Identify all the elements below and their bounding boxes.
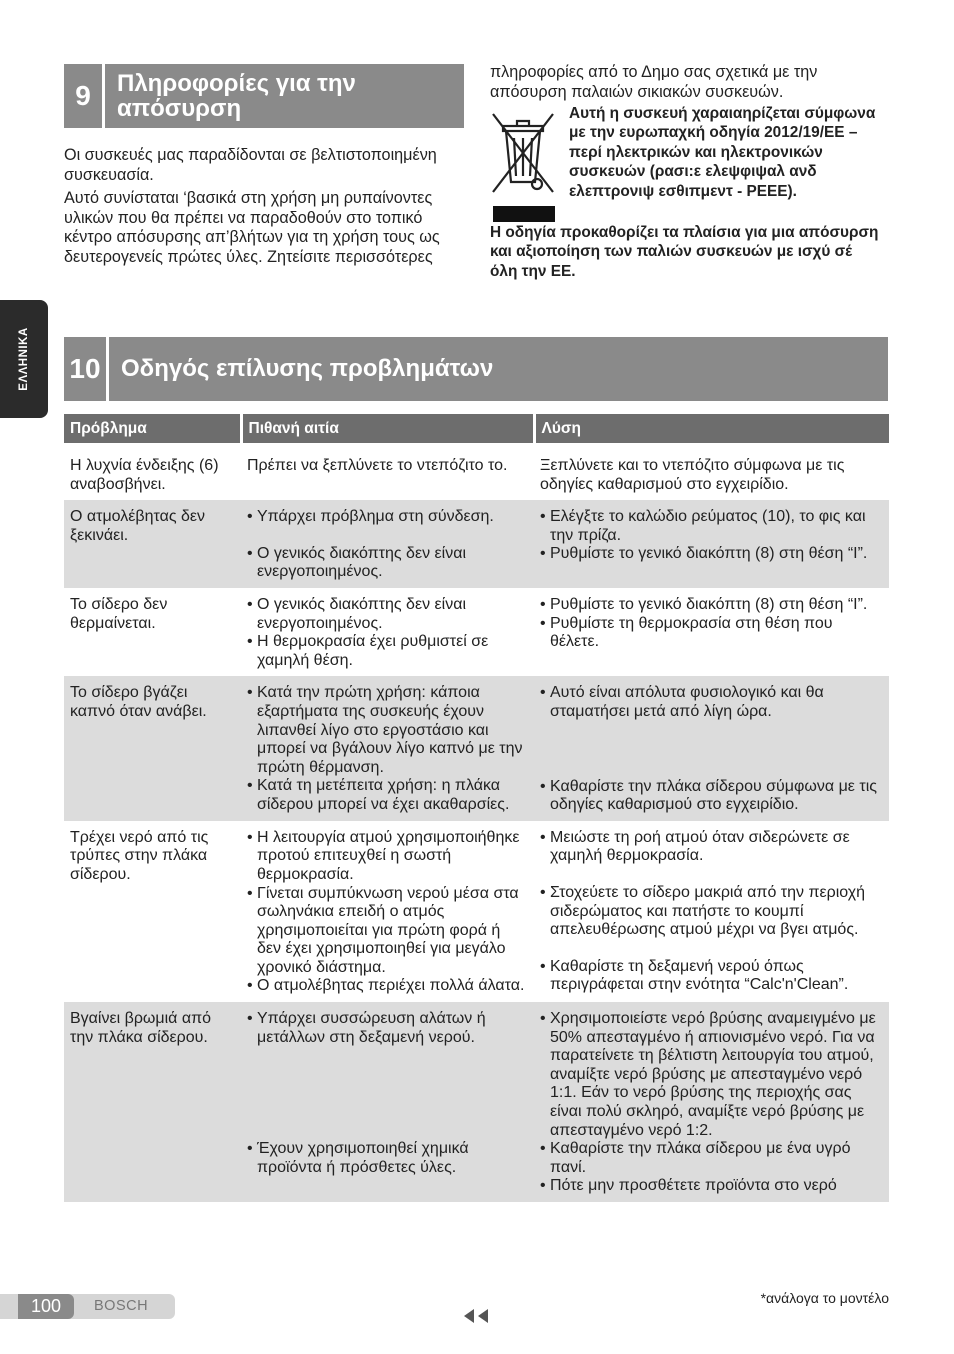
problem-cell: Βγαίνει βρωμιά από την πλάκα σίδερου.: [64, 1002, 241, 1202]
cause-item: • Κατά τη μετέπειτα χρήση: η πλάκα σίδερου μπορεί να έχει ακαθαρσίες.: [247, 777, 528, 814]
section-9-right-intro: πληροφορίες από το Δημο σας σχετικά με την απόσυρση παλαιών σικιακών συσκευών.: [490, 63, 818, 101]
solution-item: • Ελέγξτε το καλώδιο ρεύματος (10), το φις και την πρίζα.: [540, 508, 883, 545]
solution-cell: [534, 500, 889, 588]
solution-item: • Καθαρίστε τη δεξαμενή νερού όπως περιγράφεται στην ενότητα “Calc'n'Clean”.: [540, 958, 883, 995]
problem-cell: Το σίδερο δεν θερμαίνεται.: [70, 595, 168, 632]
cause-item: • Ο γενικός διακόπτης δεν είναι ενεργοποιημένος.: [247, 545, 528, 582]
table-row: [64, 1002, 889, 1202]
section-10-title: Οδηγός επίλυσης προβλημάτων: [121, 355, 494, 383]
language-tab-label: ΕΛΛΗΝΙΚΑ: [18, 327, 30, 391]
section-9-header: [64, 64, 464, 128]
cause-item: • Υπάρχει συσσώρευση αλάτων ή μετάλλων στη δεξαμενή νερού.: [247, 1010, 528, 1047]
solution-item: • Ρυθμίστε το γενικό διακόπτη (8) στη θέση “I”.: [540, 545, 883, 564]
cause-cell: [241, 588, 534, 676]
solution-item: • Καθαρίστε την πλάκα σίδερου με ένα υγρό πανί.: [540, 1140, 883, 1177]
solution-item: • Χρησιμοποιείστε νερό βρύσης αναμειγμένο με 50% απεσταγμένο ή απιονισμένο νερό. Για να παρατείνετε τη βέλτιστη λειτουργία του ατμού, αναμίξτε νερό βρύσης με απεσταγμένο νερό 1:1. Εάν το νερό βρύσης της περιοχής σας είναι πολύ σκληρό, αναμίξτε νερό βρύσης με απεσταγμένο νερό 1:2.: [540, 1010, 883, 1140]
solution-cell: [534, 588, 889, 676]
cause-cell: [241, 676, 534, 820]
header-problem: Πρόβλημα: [64, 414, 241, 443]
table-row: [64, 449, 889, 500]
solution-cell: [534, 676, 889, 820]
cause-item: • Ο γενικός διακόπτης δεν είναι ενεργοποιημένος.: [247, 596, 528, 633]
cause-cell: [241, 1002, 534, 1202]
cause-cell: [241, 449, 534, 500]
model-note: *ανάλογα το μοντέλο: [760, 1290, 889, 1306]
table-row: [64, 821, 889, 1002]
troubleshooting-table: [64, 414, 889, 1202]
solution-item: • Καθαρίστε την πλάκα σίδερου σύμφωνα με τις οδηγίες καθαρισμού στο εγχειρίδιο.: [540, 778, 883, 815]
language-tab: [0, 300, 48, 418]
table-row: [64, 500, 889, 588]
section-10-header: [64, 337, 888, 401]
solution-item: • Στοχεύετε το σίδερο μακριά από την περιοχή σιδερώματος και πατήστε το κουμπί απελευθέρωσης ατμού μέχρι να βγει ατμός.: [540, 884, 883, 940]
solution-item: • Πότε μην προσθέτετε προϊόντα στο νερό: [540, 1177, 883, 1196]
problem-cell: Ο ατμολέβητας δεν ξεκινάει.: [64, 500, 241, 588]
table-header-row: [64, 414, 889, 443]
cause-cell: [241, 500, 534, 588]
solution-cell: [534, 821, 889, 1002]
section-9-left-text: [64, 146, 459, 271]
cause-text: Πρέπει να ξεπλύνετε το ντεπόζιτο το.: [247, 457, 508, 474]
cause-item: • Έχουν χρησιμοποιηθεί χημικά προϊόντα ή πρόσθετες ύλες.: [247, 1140, 528, 1177]
cause-item: • Ο ατμολέβητας περιέχει πολλά άλατα.: [247, 977, 528, 996]
cause-item: • Η λειτουργία ατμού χρησιμοποιήθηκε προτού επιτευχθεί η σωστή θερμοκρασία.: [247, 829, 528, 885]
section-9-title: Πληροφορίες για την απόσυρση: [117, 69, 356, 122]
solution-text: Ξεπλύνετε και το ντεπόζιτο σύμφωνα με τις οδηγίες καθαρισμού στο εγχειρίδιο.: [540, 457, 845, 493]
header-solution: Λύση: [534, 414, 889, 443]
section-9-number: 9: [64, 64, 105, 128]
back-arrows-icon[interactable]: [462, 1309, 490, 1328]
directive-scope-text: Η οδηγία προκαθορίζει τα πλαίσια για μια απόσυρση και αξιοποίηση των παλιών συσκευών με ισχύ σέ όλη την ΕΕ.: [490, 224, 879, 280]
solution-cell: [534, 1002, 889, 1202]
problem-cell: Η λυχνία ένδειξης (6) αναβοσβήνει.: [70, 457, 219, 493]
cause-cell: [241, 821, 534, 1002]
solution-item: • Ρυθμίστε τη θερμοκρασία στη θέση που θέλετε.: [540, 615, 883, 652]
brand-name: BOSCH: [94, 1298, 149, 1314]
solution-item: • Μειώστε τη ροή ατμού όταν σιδερώνετε σε χαμηλή θερμοκρασία.: [540, 829, 883, 866]
solution-cell: [534, 449, 889, 500]
solution-item: • Αυτό είναι απόλυτα φυσιολογικό και θα σταματήσει μετά από λίγη ώρα.: [540, 684, 883, 721]
cause-item: • Η θερμοκρασία έχει ρυθμιστεί σε χαμηλή θέση.: [247, 633, 528, 670]
section-10-number: 10: [64, 337, 109, 401]
header-cause: Πιθανή αιτία: [241, 414, 534, 443]
solution-item: • Ρυθμίστε το γενικό διακόπτη (8) στη θέση “I”.: [540, 596, 883, 615]
cause-item: • Κατά την πρώτη χρήση: κάποια εξαρτήματα της συσκευής έχουν λιπανθεί λίγο στο εργοστάσιο και μπορεί να βγάλουν λίγο καπνό με την πρώτη θέρμανση.: [247, 684, 528, 777]
table-row: [64, 588, 889, 676]
recycling-paragraph: Αυτό συνίσταται ‘βασικά στη χρήση μη ρυπαίνοντες υλικών που θα πρέπει να παραδοθούν στο τοπικό κέντρο απόσυρσης απ’βλήτων για τη χρήση τους ως δευτερογενείς πρώτες ύλες. Ζητείσιτε περισσότερες: [64, 189, 440, 266]
problem-cell: Το σίδερο βγάζει καπνό όταν ανάβει.: [64, 676, 241, 820]
problem-cell: Τρέχει νερό από τις τρύπες στην πλάκα σίδερου.: [70, 828, 209, 883]
table-row: [64, 676, 889, 820]
cause-item: • Υπάρχει πρόβλημα στη σύνδεση.: [247, 508, 528, 527]
page-number: 100: [18, 1294, 74, 1319]
weee-bin-icon: [489, 110, 557, 225]
weee-directive-text: Αυτή η συσκευή χαραιαηρίζεται σύμφωνα με την ευρωπαχκή οδηγία 2012/19/ΕΕ – περί ηλεκτρικών και ηλεκτρονικών συσκευών (ρασι:ε ελεψφιψαλ ανδ ελεπτρονιψ εσθιπμεντ - PEEE).: [569, 105, 876, 200]
packaging-paragraph: Οι συσκευές μας παραδίδονται σε βελτιστοποιημένη συσκευασία.: [64, 146, 437, 184]
cause-item: • Γίνεται συμπύκνωση νερού μέσα στα σωληνάκια επειδή ο ατμός χρησιμοποιείται για πρώτη φορά ή δεν έχει χρησιμοποιηθεί για μεγάλο χρονικό διάστημα.: [247, 885, 528, 978]
